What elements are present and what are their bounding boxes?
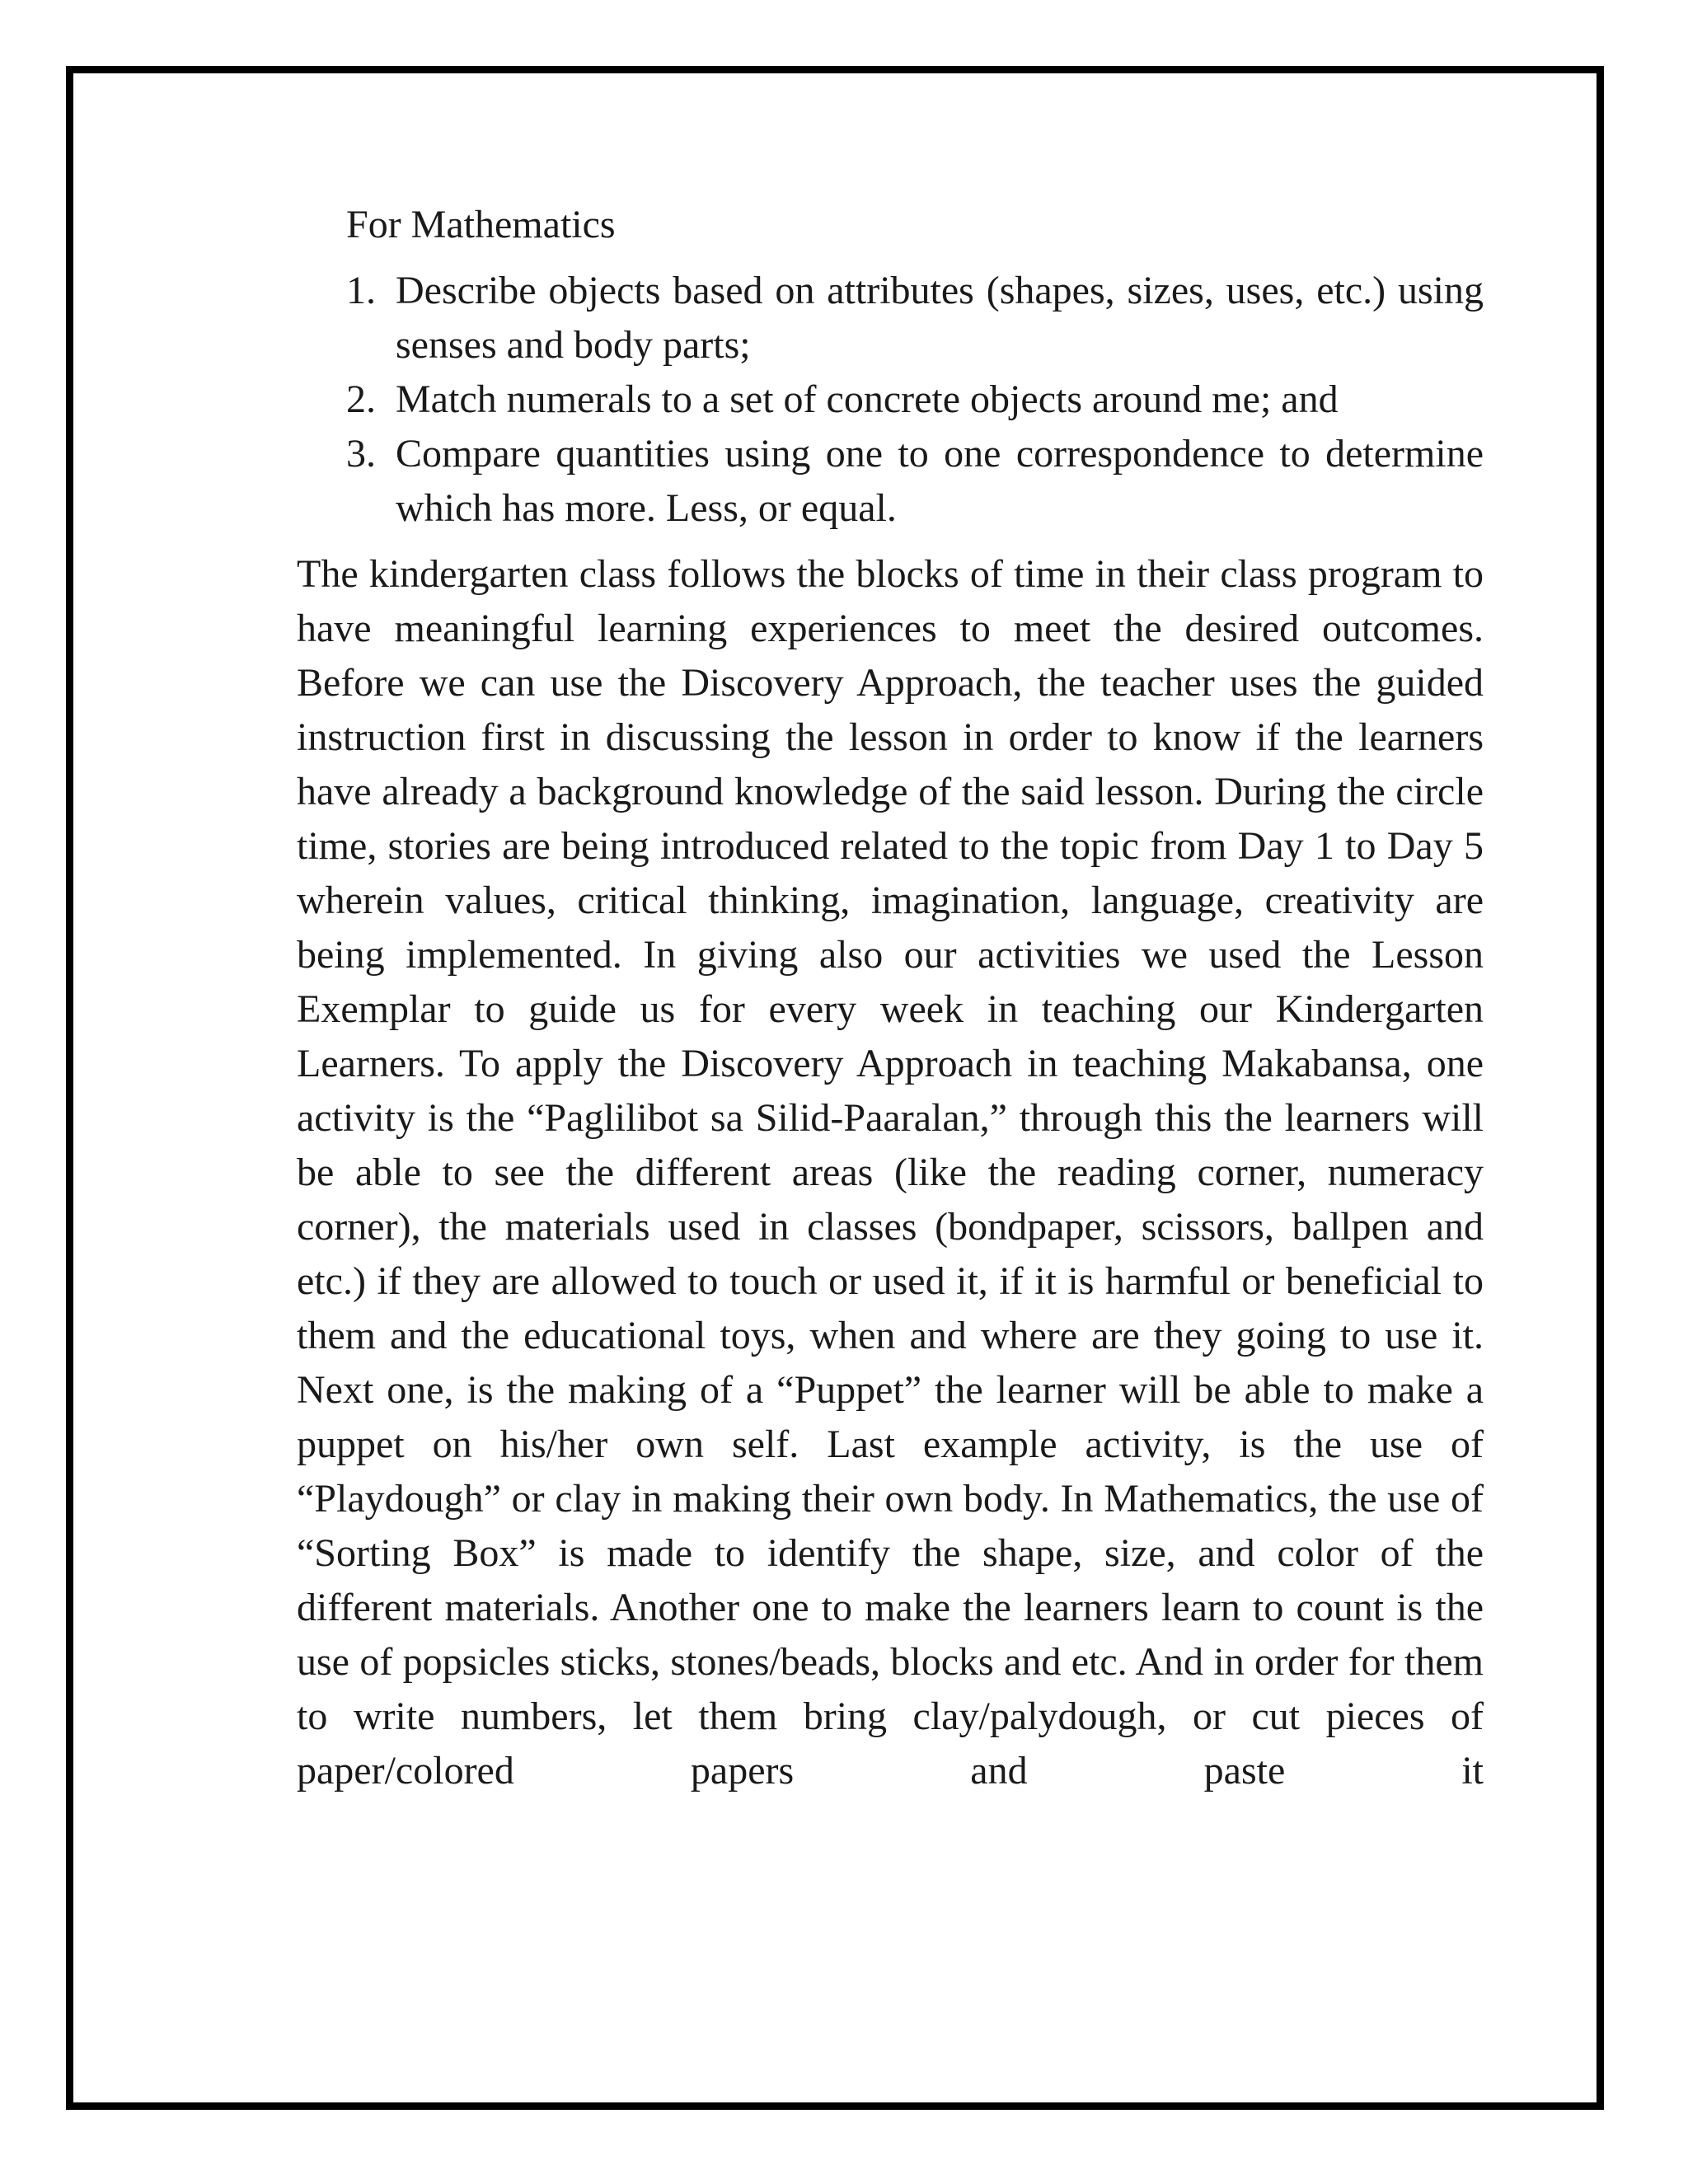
objective-number: 1. xyxy=(346,269,376,312)
objective-number: 2. xyxy=(346,377,376,421)
objective-item xyxy=(346,264,1484,373)
objective-item xyxy=(346,427,1484,536)
objective-number: 3. xyxy=(346,432,376,476)
body-paragraph: The kindergarten class follows the blocks of time in their class program to have meaningful learning experiences to meet the desired outcomes. Before we can use the Discovery Approach, the teacher uses the guided instruction first in discussing the lesson in order to know if the learners have already a background knowledge of the said lesson. During the circle time, stories are being introduced related to the topic from Day 1 to Day 5 wherein values, critical thinking, imagination, language, creativity are being implemented. In giving also our activities we used the Lesson Exemplar to guide us for every week in teaching our Kindergarten Learners. To apply the Discovery Approach in teaching Makabansa, one activity is the “Paglilibot sa Silid-Paaralan,” through this the learners will be able to see the different areas (like the reading corner, numeracy corner), the materials used in classes (bondpaper, scissors, ballpen and etc.) if they are allowed to touch or used it, if it is harmful or beneficial to them and the educational toys, when and where are they going to use it. Next one, is the making of a “Puppet” the learner will be able to make a puppet on his/her own self. Last example activity, is the use of “Playdough” or clay in making their own body. In Mathematics, the use of “Sorting Box” is made to identify the shape, size, and color of the different materials. Another one to make the learners learn to count is the use of popsicles sticks, stones/beads, blocks and etc. And in order for them to write numbers, let them bring clay/palydough, or cut pieces of paper/colored papers and paste it xyxy=(297,552,1484,1793)
document-body xyxy=(297,198,1484,1798)
objective-item xyxy=(346,373,1484,427)
objective-text: Describe objects based on attributes (shapes, sizes, uses, etc.) using senses and body parts; xyxy=(396,269,1484,367)
objectives-list xyxy=(297,264,1484,536)
objective-text: Match numerals to a set of concrete objects around me; and xyxy=(396,377,1339,421)
section-heading: For Mathematics xyxy=(346,203,616,246)
objective-text: Compare quantities using one to one correspondence to determine which has more. Less, or equal. xyxy=(396,432,1484,530)
